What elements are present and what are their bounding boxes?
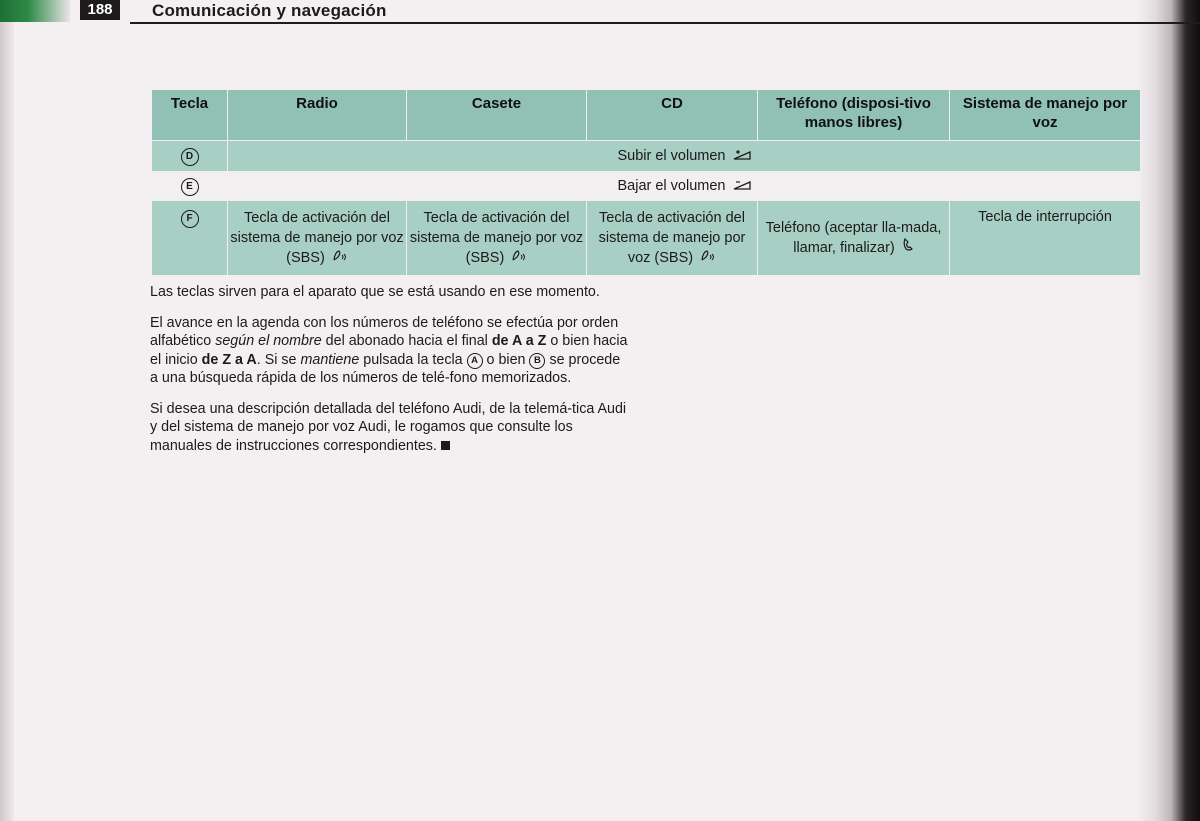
text-run: El avance en la agenda con los números de teléfono se efectúa por orden alfabético	[150, 314, 619, 349]
merged-cell	[228, 141, 1141, 172]
text-run: Si desea una descripción detallada del teléfono Audi, de la telemá-tica Audi y del sistema de manejo por voz Audi, le rogamos que consulte los manuales de instrucciones correspondientes.	[150, 400, 627, 454]
key-e-label: E	[181, 178, 199, 196]
text-run: o bien hacia el inicio	[150, 333, 628, 368]
header-telefono: Teléfono (disposi-tivo manos libres)	[758, 90, 950, 141]
volume-down-text: Bajar el volumen	[617, 178, 726, 194]
cell-text: Tecla de interrupción	[978, 209, 1112, 225]
table-row	[152, 141, 1141, 172]
sistema-voz-cell	[950, 201, 1141, 276]
text-run: se procede a una búsqueda rápida de los números de telé-fono memorizados.	[150, 351, 621, 386]
end-of-section-icon	[441, 441, 450, 450]
table-header-row	[152, 90, 1141, 141]
key-cell	[152, 172, 228, 201]
page-color-tab	[0, 0, 70, 22]
volume-up-text: Subir el volumen	[617, 148, 726, 164]
text-run-italic: mantiene	[300, 351, 360, 368]
cell-text: Tecla de activación del sistema de manejo por voz (SBS)	[409, 210, 584, 266]
voice-command-icon	[700, 248, 716, 268]
page-header	[70, 0, 1150, 24]
key-b-label: B	[529, 353, 545, 369]
chapter-title: Comunicación y navegación	[152, 1, 387, 20]
text-run: . Si se	[256, 351, 301, 368]
voice-command-icon	[511, 248, 527, 268]
header-radio: Radio	[228, 90, 407, 141]
header-sistema-voz: Sistema de manejo por voz	[950, 90, 1141, 141]
header-casete: Casete	[407, 90, 587, 141]
cd-cell	[587, 201, 758, 276]
key-function-table	[151, 89, 1141, 276]
volume-down-icon	[733, 178, 751, 193]
paragraph: Las teclas sirven para el aparato que se está usando en ese momento.	[150, 284, 600, 300]
table-row	[152, 201, 1141, 276]
text-run: pulsada la tecla	[359, 351, 467, 368]
phone-icon	[902, 238, 914, 258]
casete-cell	[407, 201, 587, 276]
page-number: 188	[80, 0, 120, 20]
radio-cell	[228, 201, 407, 276]
paragraph	[150, 314, 630, 388]
text-run: o bien	[482, 351, 530, 368]
text-run-bold: de Z a A	[201, 351, 257, 368]
voice-command-icon	[332, 248, 348, 268]
cell-text: Teléfono (aceptar lla-mada, llamar, finalizar)	[765, 220, 942, 256]
text-run: del abonado hacia el final	[321, 333, 492, 349]
header-rule	[130, 22, 1200, 24]
key-a-label: A	[467, 353, 483, 369]
key-d-label: D	[181, 148, 199, 166]
telefono-cell	[758, 201, 950, 276]
text-run-bold: de A a Z	[491, 333, 547, 349]
cell-text: Tecla de activación del sistema de manejo por voz (SBS)	[598, 210, 746, 266]
table-row	[152, 172, 1141, 201]
merged-cell	[228, 172, 1141, 201]
key-cell	[152, 201, 228, 276]
volume-up-icon	[733, 148, 751, 163]
body-text	[150, 283, 630, 467]
header-tecla: Tecla	[152, 90, 228, 141]
text-run-italic: según el nombre	[215, 333, 322, 349]
key-cell	[152, 141, 228, 172]
header-cd: CD	[587, 90, 758, 141]
binding-shadow	[1136, 0, 1200, 821]
cell-text: Tecla de activación del sistema de manejo por voz (SBS)	[230, 210, 404, 266]
key-f-label: F	[181, 210, 199, 228]
scan-left-edge	[0, 0, 14, 821]
paragraph	[150, 400, 630, 456]
